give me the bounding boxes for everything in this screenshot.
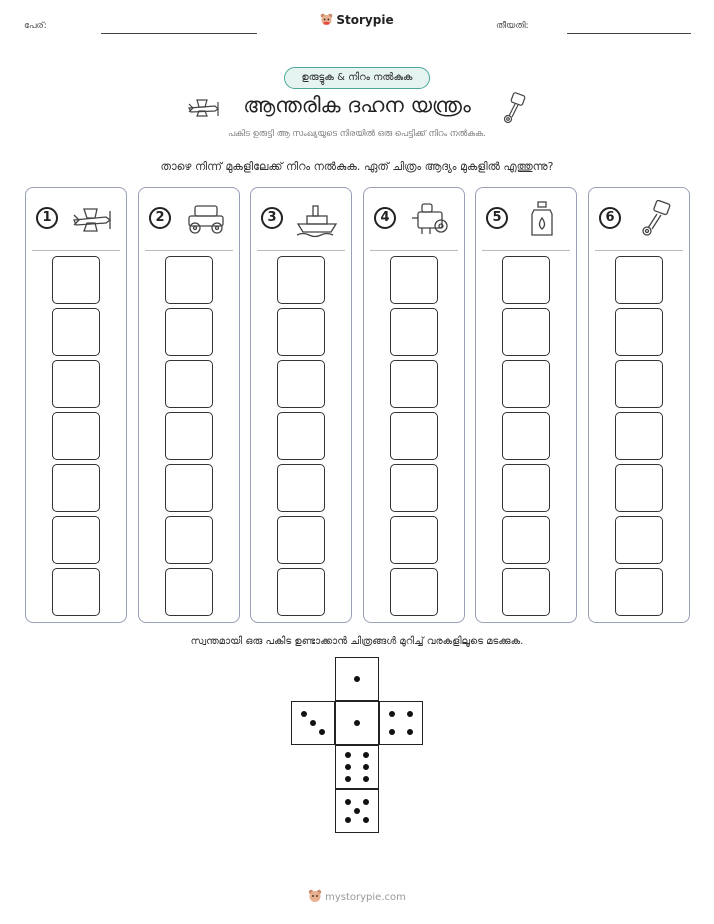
die-pip — [354, 808, 360, 814]
color-box[interactable] — [277, 360, 325, 408]
color-box[interactable] — [615, 360, 663, 408]
color-box[interactable] — [615, 516, 663, 564]
color-box[interactable] — [165, 568, 213, 616]
color-box[interactable] — [277, 568, 325, 616]
color-box[interactable] — [165, 412, 213, 460]
color-box[interactable] — [277, 256, 325, 304]
brand-logo — [0, 13, 714, 27]
color-box[interactable] — [390, 360, 438, 408]
color-box[interactable] — [615, 464, 663, 512]
column-3 — [250, 187, 352, 623]
die-pip — [310, 720, 316, 726]
color-box[interactable] — [390, 464, 438, 512]
column-divider — [482, 250, 570, 251]
die-pip — [301, 711, 307, 717]
color-box[interactable] — [615, 308, 663, 356]
column-number: 1 — [36, 207, 58, 229]
color-box[interactable] — [52, 256, 100, 304]
color-box[interactable] — [390, 516, 438, 564]
column-number: 4 — [374, 207, 396, 229]
column-divider — [370, 250, 458, 251]
die-face — [335, 745, 379, 789]
color-box[interactable] — [615, 412, 663, 460]
color-box[interactable] — [502, 360, 550, 408]
steamboat-icon — [295, 200, 339, 238]
color-box[interactable] — [277, 464, 325, 512]
column-number: 6 — [599, 207, 621, 229]
column-divider — [257, 250, 345, 251]
color-box[interactable] — [165, 360, 213, 408]
die-pip — [319, 729, 325, 735]
color-box[interactable] — [390, 412, 438, 460]
color-box[interactable] — [615, 568, 663, 616]
color-box[interactable] — [615, 256, 663, 304]
die-pip — [345, 752, 351, 758]
column-5 — [475, 187, 577, 623]
column-number: 5 — [486, 207, 508, 229]
color-box[interactable] — [277, 412, 325, 460]
date-label: തീയതി: — [496, 21, 529, 31]
color-box[interactable] — [165, 308, 213, 356]
die-pip — [345, 817, 351, 823]
name-label: പേര്: — [24, 21, 47, 31]
color-box[interactable] — [502, 464, 550, 512]
color-box[interactable] — [165, 516, 213, 564]
die-pip — [363, 799, 369, 805]
color-box[interactable] — [165, 256, 213, 304]
die-face — [291, 701, 335, 745]
page-title: ആന്തരിക ദഹന യന്ത്രം — [243, 93, 471, 117]
brand-name: Storypie — [336, 13, 394, 27]
subtitle: പകിട ഉരുട്ടി ആ സംഖ്യയുടെ നിരയിൽ ഒരു പെട്ടിക്ക് നിറം നൽകുക. — [228, 129, 486, 139]
die-instruction: സ്വന്തമായി ഒരു പകിട ഉണ്ടാക്കാൻ ചിത്രങ്ങൾ മുറിച്ച് വരകളിലൂടെ മടക്കുക. — [190, 636, 524, 647]
die-pip — [354, 720, 360, 726]
color-box[interactable] — [390, 256, 438, 304]
die-pip — [363, 776, 369, 782]
column-divider — [32, 250, 120, 251]
die-pip — [389, 729, 395, 735]
color-box[interactable] — [502, 568, 550, 616]
column-number: 2 — [149, 207, 171, 229]
die-pip — [389, 711, 395, 717]
color-box[interactable] — [502, 412, 550, 460]
color-box[interactable] — [390, 308, 438, 356]
car-icon — [183, 200, 227, 238]
die-pip — [363, 752, 369, 758]
color-box[interactable] — [502, 308, 550, 356]
color-box[interactable] — [52, 568, 100, 616]
column-divider — [145, 250, 233, 251]
color-box[interactable] — [502, 516, 550, 564]
bear-logo-icon — [308, 889, 322, 903]
instruction: താഴെ നിന്ന് മുകളിലേക്ക് നിറം നൽകുക. ഏത് ചിത്രം ആദ്യം മുകളിൽ എത്തുന്നു? — [160, 160, 554, 173]
column-6 — [588, 187, 690, 623]
color-box[interactable] — [277, 516, 325, 564]
name-field-line[interactable] — [101, 33, 257, 34]
fuel-bottle-icon — [520, 200, 564, 238]
activity-badge: ഉരുട്ടുക & നിറം നൽകുക — [284, 67, 430, 89]
die-pip — [363, 817, 369, 823]
engine-icon — [408, 200, 452, 238]
color-box[interactable] — [502, 256, 550, 304]
piston-icon — [500, 92, 528, 124]
column-2 — [138, 187, 240, 623]
bear-logo-icon — [320, 13, 333, 26]
die-pip — [407, 711, 413, 717]
die-pip — [407, 729, 413, 735]
airplane-icon — [70, 200, 114, 238]
die-face — [335, 657, 379, 701]
date-field-line[interactable] — [567, 33, 691, 34]
color-box[interactable] — [277, 308, 325, 356]
column-4 — [363, 187, 465, 623]
color-box[interactable] — [52, 464, 100, 512]
die-face — [335, 701, 379, 745]
die-pip — [345, 776, 351, 782]
color-box[interactable] — [52, 360, 100, 408]
color-box[interactable] — [390, 568, 438, 616]
color-box[interactable] — [52, 516, 100, 564]
die-face — [379, 701, 423, 745]
die-pip — [354, 676, 360, 682]
die-pip — [345, 799, 351, 805]
footer-url: mystorypie.com — [325, 892, 406, 903]
color-box[interactable] — [165, 464, 213, 512]
column-number: 3 — [261, 207, 283, 229]
piston-icon — [633, 200, 677, 238]
column-divider — [595, 250, 683, 251]
column-1 — [25, 187, 127, 623]
footer — [0, 889, 714, 903]
die-pip — [363, 764, 369, 770]
die-face — [335, 789, 379, 833]
color-box[interactable] — [52, 412, 100, 460]
die-pip — [345, 764, 351, 770]
color-box[interactable] — [52, 308, 100, 356]
